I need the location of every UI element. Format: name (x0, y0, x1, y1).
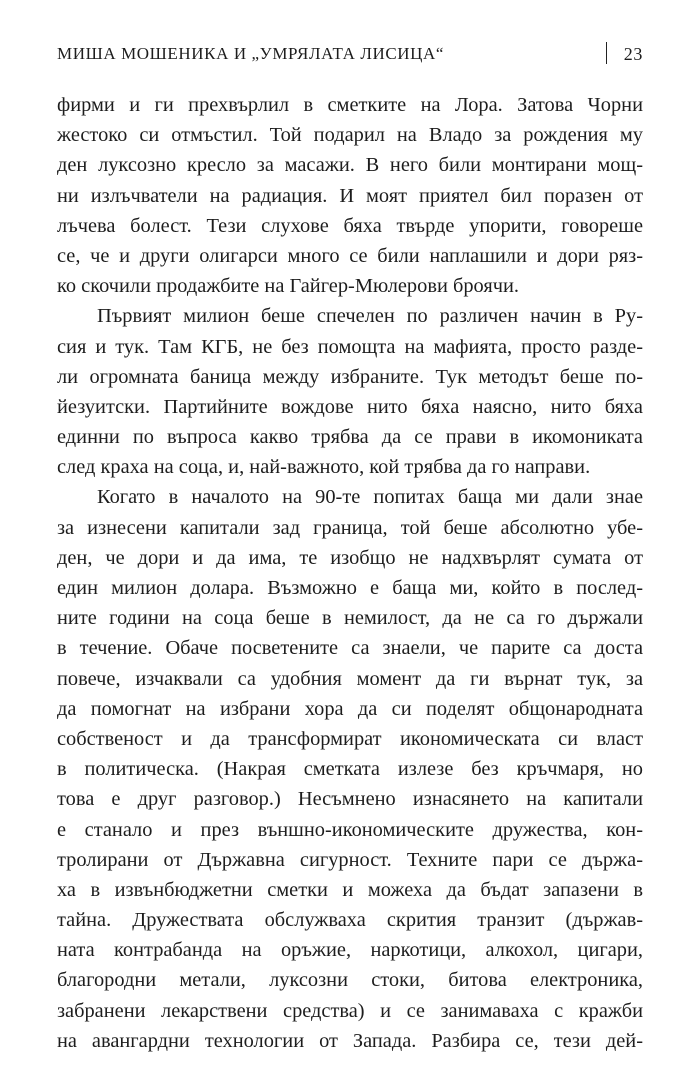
text-line: лъчева болест. Тези слухове бяха твърде упорити, говореше (57, 214, 643, 237)
text-line: тролирани от Държавна сигурност. Техните пари се държа- (57, 848, 643, 871)
text-line: единни по въпроса какво трябва да се прави в икомониката (57, 426, 643, 449)
body-text (57, 90, 643, 1056)
text-line: ни излъчватели на радиация. И моят приятел бил поразен от (57, 184, 643, 207)
text-line: в течение. Обаче посветените са знаели, че парите са доста (57, 637, 643, 660)
text-line: е станало и през външно-икономическите дружества, кон- (57, 818, 643, 841)
text-line: се, че и други олигарси много се били наплашили и дори ряз- (57, 244, 643, 267)
text-line: ните години на соца беше в немилост, да не са го държали (57, 607, 643, 630)
text-line: Когато в началото на 90-те попитах баща ми дали знае (97, 486, 643, 509)
text-line: ко скочили продажбите на Гайгер-Мюлерови броячи. (57, 275, 519, 298)
text-line: ли огромната баница между избраните. Тук методът беше по- (57, 365, 643, 388)
paragraph (57, 301, 643, 482)
text-line: жестоко си отмъстил. Той подарил на Владо за рождения му (57, 124, 643, 147)
text-line: да помогнат на избрани хора да си поделят общонародната (57, 697, 643, 720)
page-number: 23 (623, 44, 643, 64)
text-line: ден луксозно кресло за масажи. В него били монтирани мощ- (57, 154, 643, 177)
text-line: Първият милион беше спечелен по различен начин в Ру- (97, 305, 643, 328)
text-line: за изнесени капитали зад граница, той беше абсолютно убе- (57, 516, 643, 539)
text-line: тайна. Дружествата обслужваха скрития транзит (държав- (57, 909, 643, 932)
text-line: фирми и ги прехвърлил в сметките на Лора. Затова Чорни (57, 94, 643, 116)
text-line: повече, изчаквали са удобния момент да ги върнат тук, за (57, 667, 643, 690)
text-line: на авангардни технологии от Запада. Разбира се, тези дей- (57, 1029, 643, 1052)
text-line: това е друг разговор.) Несъмнено изнасянето на капитали (57, 788, 643, 811)
text-line: собственост и да трансформират икономическата си власт (57, 727, 643, 750)
text-line: йезуитски. Партийните вождове нито бяха наясно, нито бяха (57, 395, 643, 418)
chapter-title: МИША МОШЕНИКА И „УМРЯЛАТА ЛИСИЦА“ (57, 44, 445, 63)
text-line: сия и тук. Там КГБ, не без помощта на мафията, просто разде- (57, 335, 643, 358)
text-line: забранени лекарствени средства) и се занимаваха с кражби (57, 999, 643, 1022)
text-line: в политическа. (Накрая сметката излезе без кръчмаря, но (57, 758, 643, 781)
paragraph (57, 90, 643, 301)
text-line: ната контрабанда на оръжие, наркотици, алкохол, цигари, (57, 939, 643, 962)
text-line: след краха на соца, и, най-важното, кой трябва да го направи. (57, 456, 591, 479)
header-divider (606, 42, 607, 64)
paragraph (57, 482, 643, 1056)
text-line: един милион долара. Възможно е баща ми, който в послед- (57, 577, 643, 599)
text-line: ден, че дори и да има, те изобщо не надхвърлят сумата от (57, 546, 643, 569)
running-head (57, 38, 643, 72)
text-line: благородни метали, луксозни стоки, битова електроника, (57, 969, 643, 992)
text-line: ха в извънбюджетни сметки и можеха да бъдат запазени в (57, 878, 643, 901)
